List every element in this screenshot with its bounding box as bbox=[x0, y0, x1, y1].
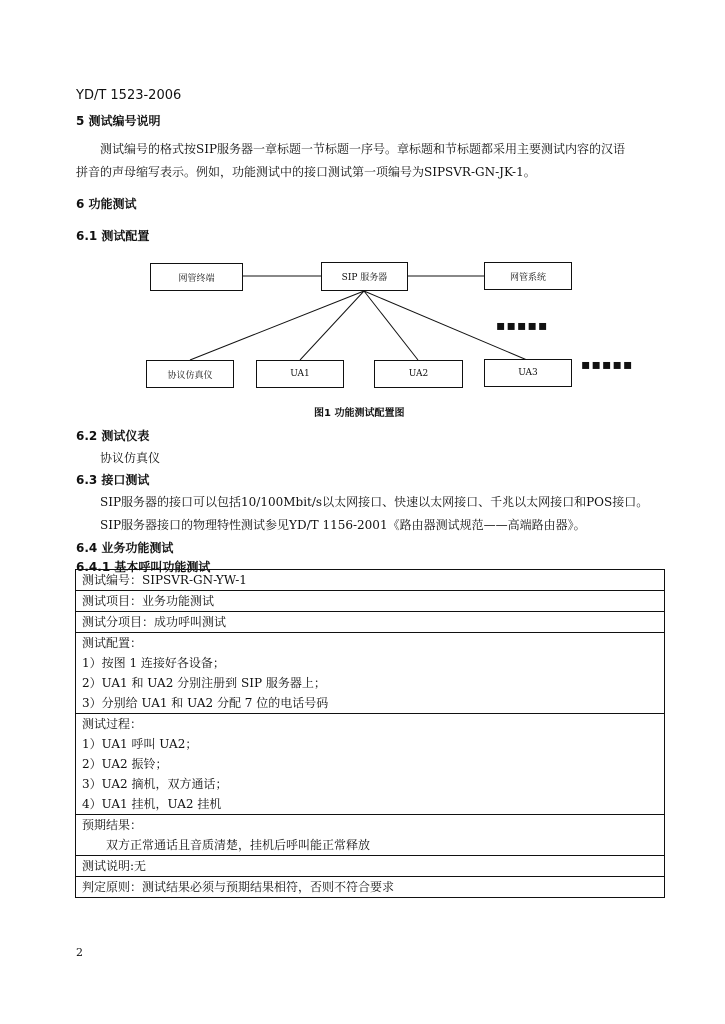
procedure-step: 1）UA1 呼叫 UA2； bbox=[82, 737, 198, 751]
section-5-paragraph-line-1: 测试编号的格式按SIP服务器一章标题一节标题一序号。章标题和节标题都采用主要测试内容的汉语 bbox=[100, 142, 626, 156]
procedure-step: 4）UA1 挂机，UA2 挂机 bbox=[82, 797, 222, 811]
test-id-cell: 测试编号：SIPSVR-GN-YW-1 bbox=[76, 570, 665, 591]
more-devices-ellipsis-top: ▪▪▪▪▪ bbox=[496, 318, 549, 334]
test-subitem-cell: 测试分项目：成功呼叫测试 bbox=[76, 612, 665, 633]
section-6-3-line-1: SIP服务器的接口可以包括10/100Mbit/s以太网接口、快速以太网接口、千兆以太网接口和POS接口。 bbox=[100, 495, 649, 509]
expected-body: 双方正常通话且音质清楚，挂机后呼叫能正常释放 bbox=[106, 838, 371, 852]
section-5-heading: 5 测试编号说明 bbox=[76, 114, 161, 128]
figure-caption: 图1 功能测试配置图 bbox=[314, 408, 405, 419]
section-6-heading: 6 功能测试 bbox=[76, 197, 137, 211]
section-6-4-1-heading: 6.4.1 基本呼叫功能测试 bbox=[76, 560, 211, 574]
expected-title: 预期结果： bbox=[82, 818, 143, 832]
test-procedure-cell bbox=[76, 714, 665, 815]
procedure-step: 2）UA2 振铃； bbox=[82, 757, 168, 771]
more-devices-ellipsis-right: ▪▪▪▪▪ bbox=[581, 357, 634, 373]
criteria-cell: 判定原则：测试结果必须与预期结果相符，否则不符合要求 bbox=[76, 877, 665, 898]
ua1-box: UA1 bbox=[256, 360, 344, 388]
section-6-1-heading: 6.1 测试配置 bbox=[76, 229, 150, 243]
procedure-title: 测试过程： bbox=[82, 717, 143, 731]
test-config-cell bbox=[76, 633, 665, 714]
config-step: 1）按图 1 连接好各设备； bbox=[82, 656, 225, 670]
network-management-terminal-box: 网管终端 bbox=[150, 263, 243, 291]
section-6-3-heading: 6.3 接口测试 bbox=[76, 473, 150, 487]
section-6-3-line-2: SIP服务器接口的物理特性测试参见YD/T 1156-2001《路由器测试规范——高端路由器》。 bbox=[100, 518, 586, 532]
expected-result-cell bbox=[76, 815, 665, 856]
test-note-cell: 测试说明:无 bbox=[76, 856, 665, 877]
section-6-4-heading: 6.4 业务功能测试 bbox=[76, 541, 174, 555]
protocol-simulator-box: 协议仿真仪 bbox=[146, 360, 234, 388]
test-case-table bbox=[75, 569, 665, 898]
ua3-box: UA3 bbox=[484, 359, 572, 387]
section-5-paragraph-line-2: 拼音的声母缩写表示。例如，功能测试中的接口测试第一项编号为SIPSVR-GN-JK-1。 bbox=[76, 165, 536, 179]
procedure-step: 3）UA2 摘机，双方通话； bbox=[82, 777, 228, 791]
network-management-system-box: 网管系统 bbox=[484, 262, 572, 290]
ua2-box: UA2 bbox=[374, 360, 463, 388]
config-step: 2）UA1 和 UA2 分别注册到 SIP 服务器上； bbox=[82, 676, 326, 690]
config-step: 3）分别给 UA1 和 UA2 分配 7 位的电话号码 bbox=[82, 696, 329, 710]
document-code: YD/T 1523-2006 bbox=[76, 88, 182, 103]
section-6-2-heading: 6.2 测试仪表 bbox=[76, 429, 150, 443]
section-6-2-body: 协议仿真仪 bbox=[100, 451, 161, 465]
page-number: 2 bbox=[76, 946, 83, 959]
test-item-cell: 测试项目：业务功能测试 bbox=[76, 591, 665, 612]
config-title: 测试配置： bbox=[82, 636, 143, 650]
sip-server-box: SIP 服务器 bbox=[321, 262, 408, 291]
